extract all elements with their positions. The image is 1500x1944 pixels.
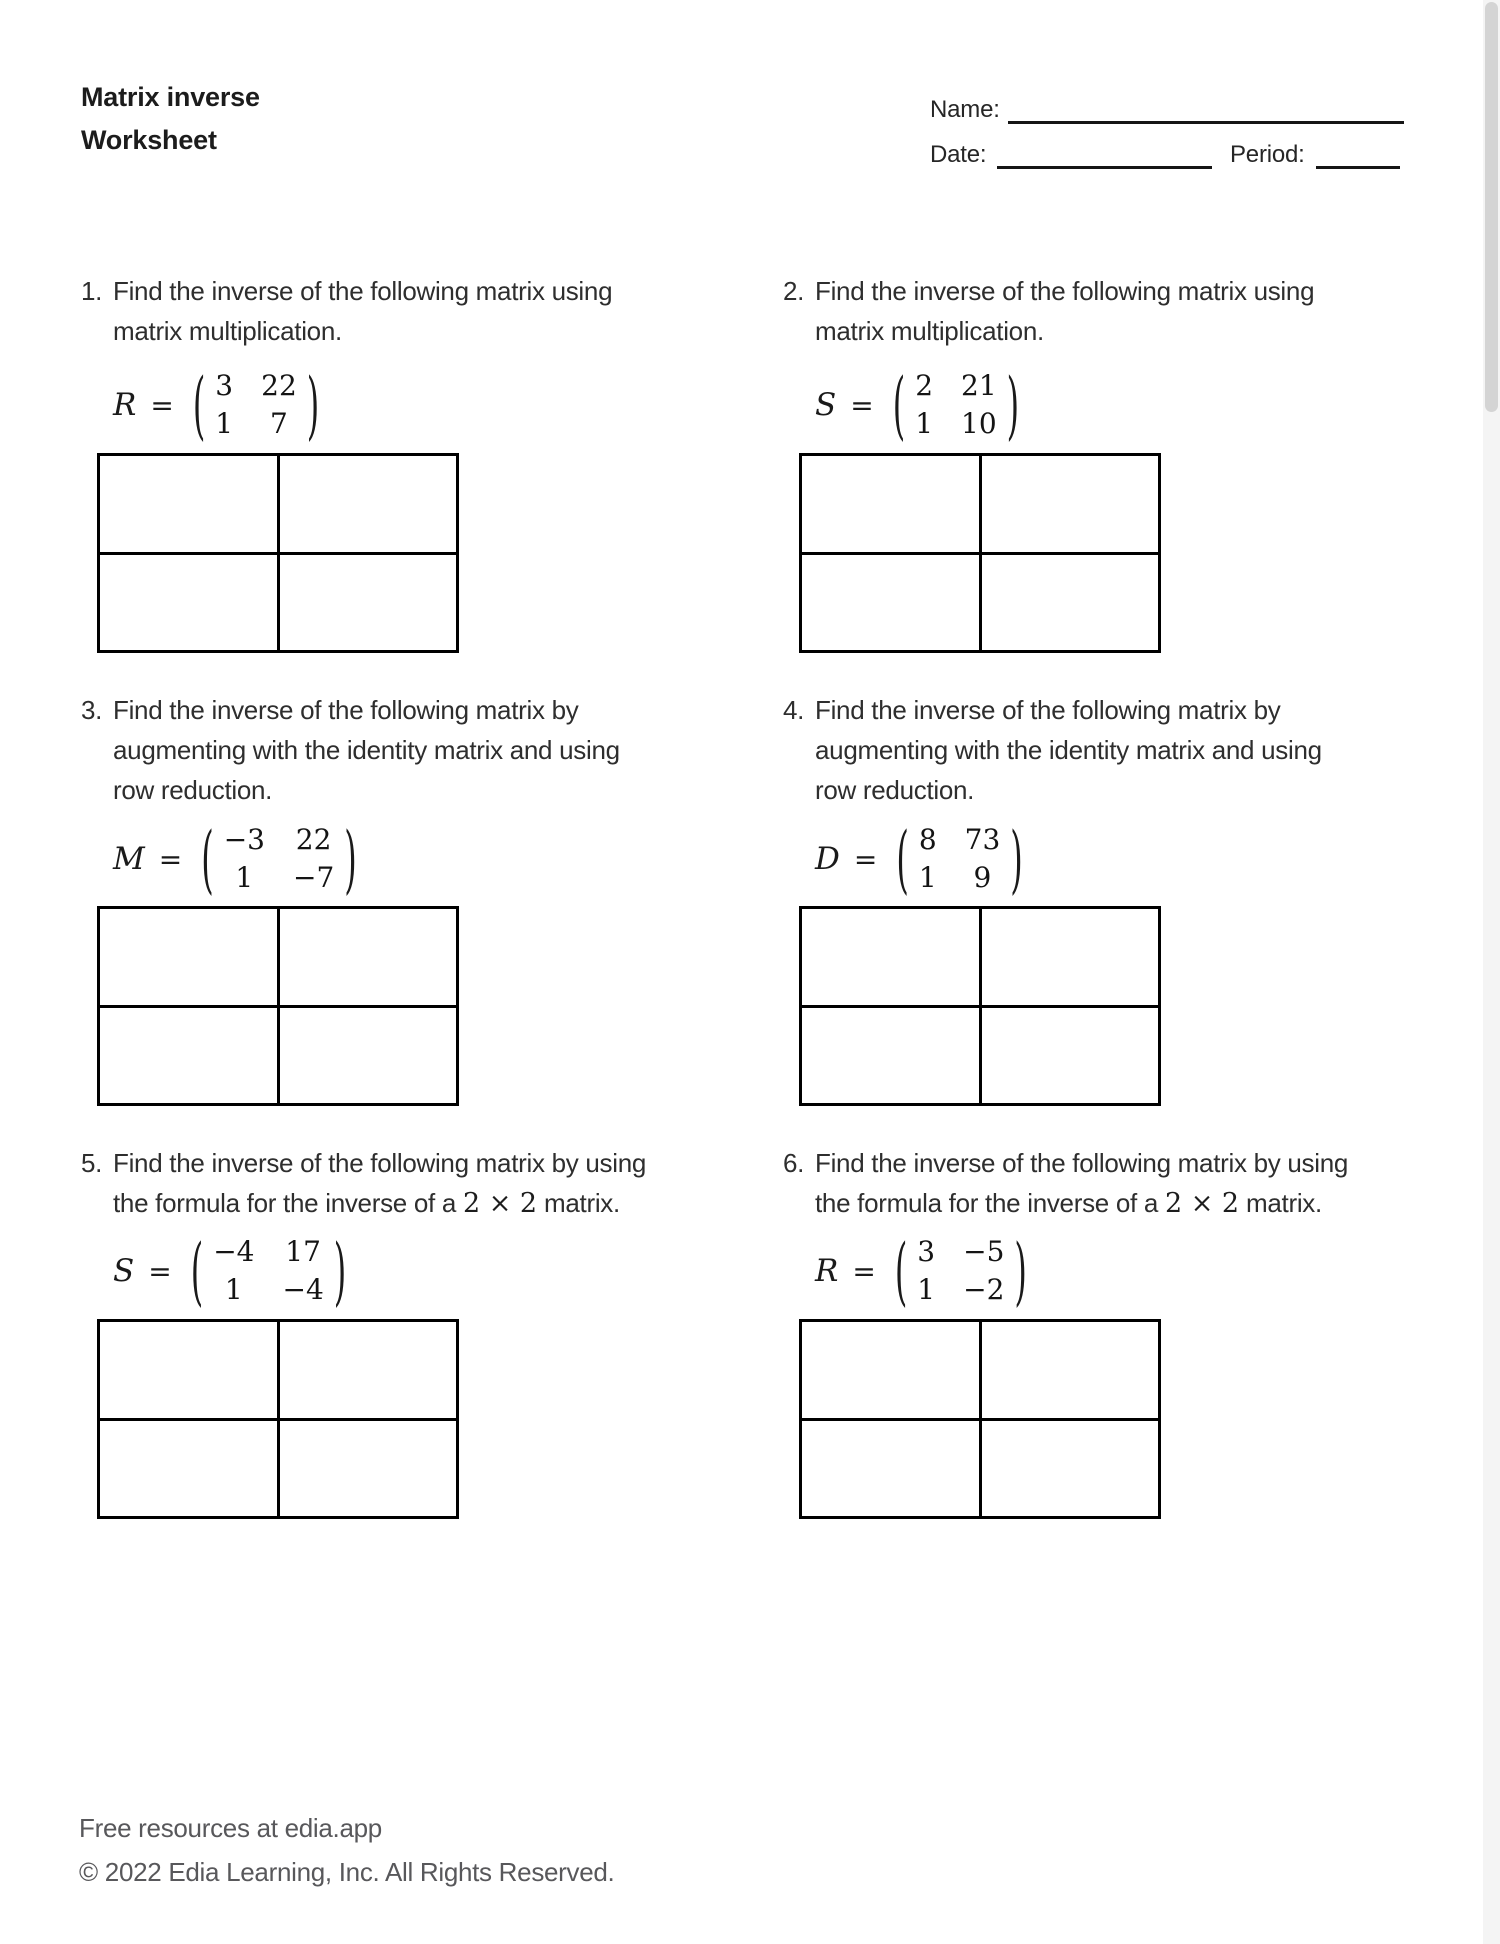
matrix-entry: 3 [215, 369, 234, 402]
right-paren: ) [1010, 815, 1023, 903]
matrix-entry: 1 [215, 407, 234, 440]
period-label: Period: [1230, 141, 1305, 168]
matrix-variable: S [113, 1253, 135, 1289]
scrollbar-thumb[interactable] [1485, 2, 1498, 412]
answer-cell [802, 909, 979, 1005]
footer-resources-text: Free resources at edia.app [79, 1813, 382, 1843]
answer-cell [982, 909, 1159, 1005]
matrix-entry: 1 [917, 1273, 936, 1306]
text-segment: matrix. [1239, 1188, 1322, 1218]
date-blank-line [997, 166, 1212, 169]
answer-cell [280, 909, 457, 1005]
matrix-entry: 22 [295, 823, 332, 856]
problem-1-text-line: Find the inverse of the following matrix using [113, 276, 613, 306]
name-blank-line [1008, 121, 1404, 124]
date-label: Date: [930, 141, 987, 168]
problem-6-matrix [815, 1224, 1032, 1318]
problem-1-number: 1. [81, 276, 103, 306]
problem-1-answer-table [97, 453, 459, 653]
problem-5-text-line [113, 1183, 646, 1224]
matrix-variable: R [113, 387, 137, 423]
answer-cell [100, 909, 277, 1005]
problem-5-text-line: Find the inverse of the following matrix by using [113, 1148, 647, 1178]
matrix-entry: 10 [961, 407, 997, 440]
equals-sign: = [148, 1254, 172, 1288]
equals-sign: = [850, 388, 874, 422]
matrix-entry: 73 [964, 823, 1001, 856]
answer-cell [280, 1421, 457, 1517]
matrix-entry: −7 [292, 861, 335, 894]
matrix-entry: 21 [961, 369, 997, 402]
answer-cell [982, 1421, 1159, 1517]
problem-2-answer-table [799, 453, 1161, 653]
problem-5-answer-table [97, 1319, 459, 1519]
problem-4 [783, 690, 1322, 810]
problem-2-number: 2. [783, 276, 805, 306]
problem-4-number: 4. [783, 695, 805, 725]
matrix-variable: D [815, 841, 840, 877]
problem-2-text-line: matrix multiplication. [815, 316, 1044, 346]
matrix-entry: 7 [270, 407, 288, 440]
matrix-entry: −4 [213, 1235, 255, 1268]
equals-sign: = [150, 388, 174, 422]
name-label: Name: [930, 96, 1000, 123]
left-paren: ( [896, 815, 909, 903]
problem-3-text-line: row reduction. [113, 775, 273, 805]
matrix-entry: 8 [918, 823, 937, 856]
problem-4-text-line: augmenting with the identity matrix and using [815, 735, 1322, 765]
answer-cell [802, 456, 979, 552]
left-paren: ( [192, 361, 206, 449]
equals-sign: = [852, 1254, 876, 1288]
answer-cell [280, 1322, 457, 1418]
footer [79, 1806, 614, 1894]
matrix-entry: 17 [285, 1235, 321, 1268]
problem-2-text-line: Find the inverse of the following matrix using [815, 276, 1315, 306]
answer-cell [280, 1008, 457, 1104]
problem-4-matrix [815, 812, 1028, 906]
problem-4-text-line: row reduction. [815, 775, 975, 805]
problem-4-answer-table [799, 906, 1161, 1106]
answer-cell [802, 1008, 979, 1104]
problem-5 [81, 1143, 646, 1224]
matrix-entry: 2 [915, 369, 934, 402]
problem-5-number: 5. [81, 1148, 103, 1178]
two-by-two-notation: 2 × 2 [1164, 1188, 1240, 1219]
text-segment: the formula for the inverse of a [815, 1188, 1165, 1218]
problem-6-text-line: Find the inverse of the following matrix by using [815, 1148, 1349, 1178]
right-paren: ) [1014, 1227, 1027, 1315]
matrix-entry: 1 [918, 861, 937, 894]
problem-1-text-line: matrix multiplication. [113, 316, 342, 346]
answer-cell [100, 1322, 277, 1418]
period-blank-line [1316, 166, 1400, 169]
problem-6-text-line [815, 1183, 1348, 1224]
matrix-entry: 9 [973, 861, 992, 894]
answer-cell [100, 1008, 277, 1104]
problem-1 [81, 271, 612, 351]
problem-6 [783, 1143, 1348, 1224]
problem-1-matrix [113, 358, 324, 452]
problem-6-answer-table [799, 1319, 1161, 1519]
problem-3-text-line: augmenting with the identity matrix and using [113, 735, 620, 765]
problem-3-matrix [113, 812, 362, 906]
worksheet-title-line1: Matrix inverse [81, 82, 260, 112]
right-paren: ) [344, 815, 357, 903]
problem-2-matrix [815, 358, 1024, 452]
worksheet-title-line2: Worksheet [81, 125, 217, 155]
problem-6-number: 6. [783, 1148, 805, 1178]
matrix-entry: −5 [963, 1235, 1005, 1268]
equals-sign: = [853, 842, 878, 876]
left-paren: ( [190, 1227, 204, 1315]
answer-cell [100, 456, 277, 552]
matrix-entry: −2 [963, 1273, 1005, 1306]
answer-cell [982, 555, 1159, 651]
problem-3 [81, 690, 620, 810]
two-by-two-notation: 2 × 2 [462, 1188, 538, 1219]
footer-copyright-text: © 2022 Edia Learning, Inc. All Rights Reserved. [79, 1857, 615, 1887]
scrollbar-track[interactable] [1483, 0, 1500, 1944]
answer-cell [982, 1322, 1159, 1418]
problem-3-text-line: Find the inverse of the following matrix by [113, 695, 579, 725]
matrix-entry: 1 [915, 407, 934, 440]
matrix-entry: 1 [235, 861, 254, 894]
equals-sign: = [158, 842, 183, 876]
matrix-entry: −4 [282, 1273, 324, 1306]
answer-cell [982, 456, 1159, 552]
matrix-variable: M [113, 841, 145, 877]
answer-cell [100, 1421, 277, 1517]
left-paren: ( [894, 1227, 908, 1315]
problem-5-matrix [113, 1224, 351, 1318]
matrix-entry: 22 [261, 369, 297, 402]
answer-cell [802, 555, 979, 651]
text-segment: matrix. [537, 1188, 620, 1218]
problem-3-answer-table [97, 906, 459, 1106]
answer-cell [280, 456, 457, 552]
right-paren: ) [1006, 361, 1020, 449]
right-paren: ) [306, 361, 320, 449]
matrix-entry: 3 [917, 1235, 936, 1268]
answer-cell [280, 555, 457, 651]
answer-cell [982, 1008, 1159, 1104]
matrix-variable: R [815, 1253, 839, 1289]
problem-4-text-line: Find the inverse of the following matrix by [815, 695, 1281, 725]
answer-cell [802, 1322, 979, 1418]
right-paren: ) [333, 1227, 347, 1315]
problem-2 [783, 271, 1314, 351]
problem-3-number: 3. [81, 695, 103, 725]
left-paren: ( [201, 815, 214, 903]
matrix-entry: −3 [223, 823, 265, 856]
answer-cell [100, 555, 277, 651]
left-paren: ( [892, 361, 906, 449]
matrix-variable: S [815, 387, 837, 423]
matrix-entry: 1 [224, 1273, 243, 1306]
text-segment: the formula for the inverse of a [113, 1188, 463, 1218]
answer-cell [802, 1421, 979, 1517]
